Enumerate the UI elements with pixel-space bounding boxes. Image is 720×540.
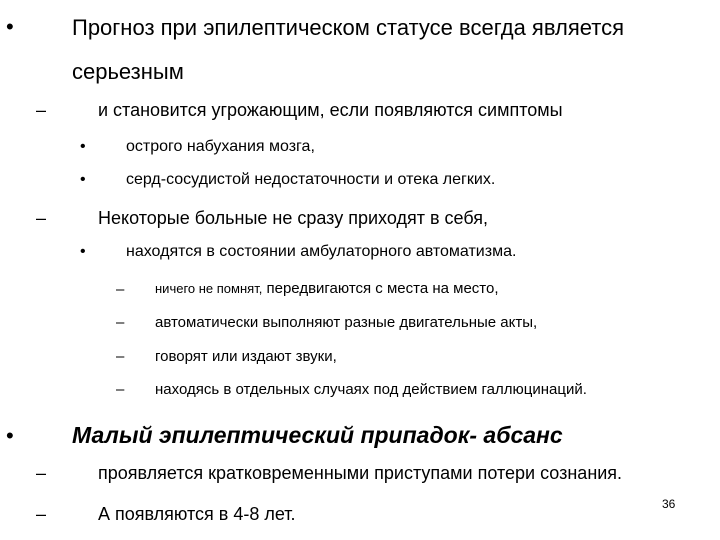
page-number: 36 [662,497,676,511]
dash-marker: – [36,100,47,120]
section-heading: Малый эпилептический припадок- абсанс [72,422,563,448]
slide-text-line: автоматически выполняют разные двигательные акты, [155,314,538,331]
bullet-marker: • [80,243,86,260]
bullet-marker: • [80,171,86,188]
bullet-marker: • [80,138,86,155]
slide-text-line: говорят или издают звуки, [155,348,337,365]
slide-text-line: и становится угрожающим, если появляются симптомы [98,100,563,120]
slide-text-line: А появляются в 4-8 лет. [98,504,296,524]
bullet-marker: • [6,423,14,448]
dash-marker: – [116,281,125,298]
slide-text-line: острого набухания мозга, [126,138,315,155]
text-fragment: передвигаются с места на место, [262,280,499,297]
bullet-marker: • [6,14,14,39]
slide-text-line: находясь в отдельных случаях под действием галлюцинаций. [155,381,587,398]
dash-marker: – [36,208,47,228]
small-text-fragment: ничего не помнят, [155,281,263,296]
dash-marker: – [116,381,125,398]
slide-text-line: Некоторые больные не сразу приходят в себя, [98,208,488,228]
slide-text-line: проявляется кратковременными приступами потери сознания. [98,463,623,483]
dash-marker: – [116,348,125,365]
slide-text-line: серд-сосудистой недостаточности и отека легких. [126,171,496,188]
dash-marker: – [36,463,47,483]
slide-text-line: Прогноз при эпилептическом статусе всегда является [72,15,625,40]
dash-marker: – [116,314,125,331]
slide-text-line [155,281,499,296]
slide-text-line: серьезным [72,59,184,84]
dash-marker: – [36,504,47,524]
slide-text-line: находятся в состоянии амбулаторного автоматизма. [126,243,517,260]
